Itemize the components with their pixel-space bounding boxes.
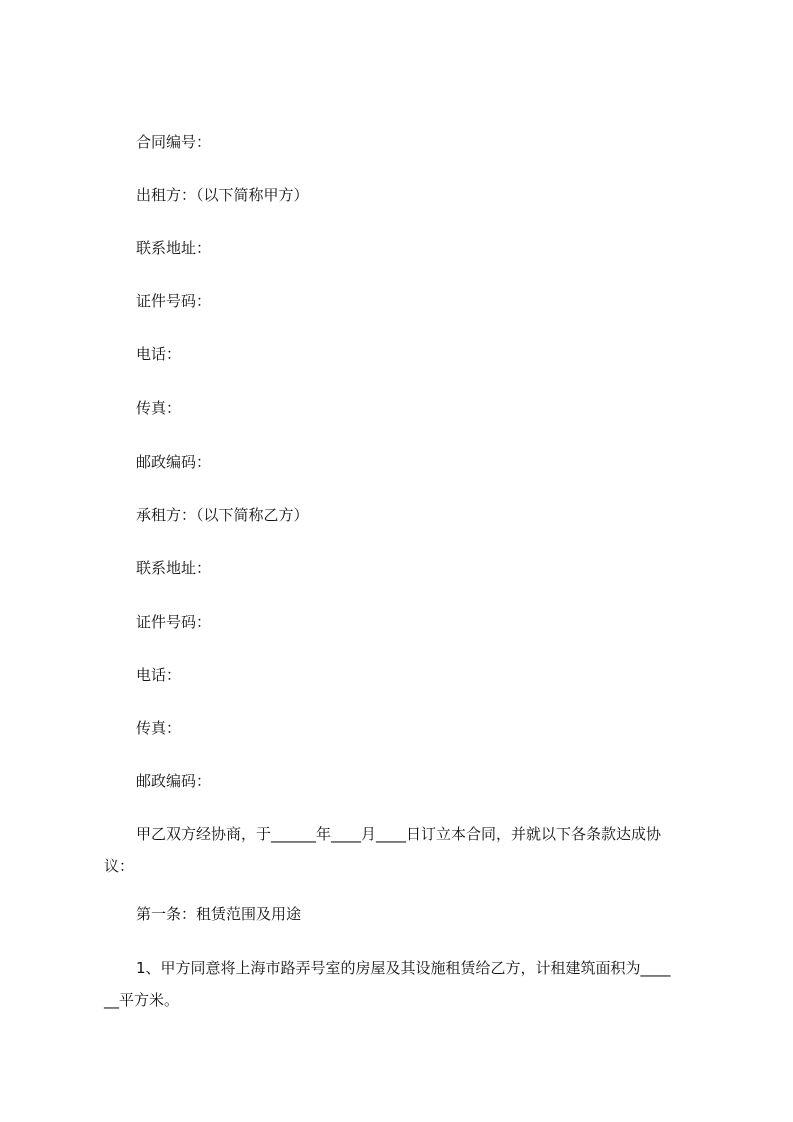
lessee-phone-label: 电话： xyxy=(136,666,182,684)
lessor-address-label: 联系地址： xyxy=(136,239,212,257)
lessee-id-number-label: 证件号码： xyxy=(136,613,212,631)
lessor-fax-label: 传真： xyxy=(136,399,182,417)
lessee-label: 承租方：（以下简称乙方） xyxy=(136,506,309,524)
lessor-phone-label: 电话： xyxy=(136,345,182,363)
clause-1-paragraph xyxy=(104,952,704,1016)
intro-line-1: 甲乙双方经协商，于______年____月____日订立本合同，并就以下各条款达成协 xyxy=(136,825,662,843)
lessor-id-number-label: 证件号码： xyxy=(136,292,212,310)
clause-1-line-1: 1、甲方同意将上海市路弄号室的房屋及其设施租赁给乙方，计租建筑面积为____ xyxy=(136,959,671,977)
lessor-label: 出租方：（以下简称甲方） xyxy=(136,186,309,204)
lessee-address-label: 联系地址： xyxy=(136,559,212,577)
article-1-title: 第一条：租赁范围及用途 xyxy=(136,905,302,923)
lessee-postcode-label: 邮政编码： xyxy=(136,772,212,790)
intro-paragraph xyxy=(104,818,704,882)
intro-line-2: 议： xyxy=(104,857,135,875)
lessee-fax-label: 传真： xyxy=(136,719,182,737)
contract-number-label: 合同编号： xyxy=(136,133,212,151)
lessor-postcode-label: 邮政编码： xyxy=(136,453,212,471)
clause-1-line-2: __平方米。 xyxy=(104,991,180,1009)
